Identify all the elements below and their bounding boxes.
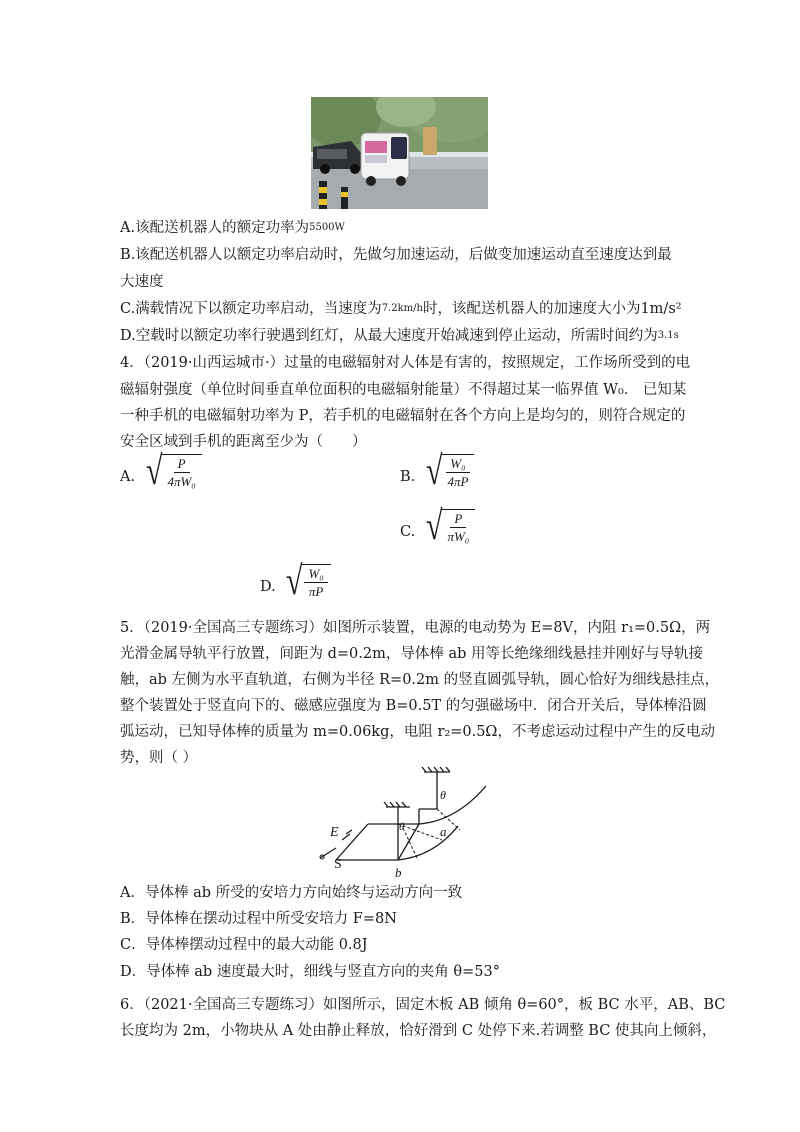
q4-option-d-label[interactable]: D. <box>260 579 276 595</box>
option-value: 5500W <box>309 222 345 233</box>
q4-option-d-formula[interactable] <box>286 559 331 604</box>
sqrt-symbol: √ <box>286 559 303 604</box>
q3-option-b-cont <box>120 272 690 292</box>
denominator: πW₀ <box>447 529 470 544</box>
denominator: πP <box>308 584 324 599</box>
option-label: C. <box>120 301 136 317</box>
label-E: E <box>330 825 339 840</box>
label-a: a <box>440 824 447 839</box>
q5-option-a[interactable]: A．导体棒 ab 所受的安培力方向始终与运动方向一致 <box>120 885 463 901</box>
q5-stem-line: 势，则（ ） <box>120 750 198 766</box>
label-theta-top: θ <box>440 788 446 802</box>
option-text: 满载情况下以额定功率启动，当速度为 <box>135 301 382 317</box>
q5-stem-line: 整个装置处于竖直向下的、磁感应强度为 B=0.5T 的匀强磁场中．闭合开关后，导体棒沿圆 <box>120 698 707 714</box>
option-label: D. <box>120 328 136 344</box>
delivery-robot-photo <box>311 97 488 209</box>
sqrt-symbol: √ <box>426 449 443 494</box>
option-text: 该配送机器人的额定功率为 <box>135 220 310 236</box>
option-text: 该配送机器人以额定功率启动时，先做匀加速运动，后做变加速运动直至速度达到最 <box>135 247 672 263</box>
q4-option-b-label[interactable]: B． <box>400 469 426 485</box>
option-text: 时，该配送机器人的加速度大小为 <box>422 301 641 317</box>
q4-option-b-formula[interactable] <box>426 449 474 494</box>
q6-stem-line: 6．（2021·全国高三专题练习）如图所示，固定木板 AB 倾角 θ=60°，板 BC 水平，AB、BC <box>120 997 726 1013</box>
label-S: S <box>334 857 342 872</box>
option-label: B. <box>120 247 136 263</box>
q4-option-a-label[interactable]: A. <box>120 469 136 485</box>
q4-stem-line: 安全区域到手机的距离至少为（ ） <box>120 434 367 450</box>
q3-option-c[interactable] <box>120 299 690 319</box>
numerator: W₀ <box>446 455 469 473</box>
q4-stem-line: 一种手机的电磁辐射功率为 P，若手机的电磁辐射在各个方向上是均匀的，则符合规定的 <box>120 408 686 424</box>
q3-option-d[interactable] <box>120 326 690 346</box>
option-text: 大速度 <box>120 274 164 290</box>
fraction <box>441 454 474 490</box>
q5-option-b[interactable]: B．导体棒在摆动过程中所受安培力 F=8N <box>120 911 397 927</box>
q3-option-a[interactable] <box>120 218 690 238</box>
q6-stem-line: 长度均为 2m，小物块从 A 处由静止释放，恰好滑到 C 处停下来.若调整 BC 使其向上倾斜， <box>120 1023 717 1039</box>
q4-option-c-formula[interactable] <box>426 504 475 549</box>
denominator: 4πP <box>447 474 469 489</box>
sqrt-symbol: √ <box>426 504 443 549</box>
label-theta-mid: θ <box>399 821 405 833</box>
q3-option-b[interactable] <box>120 245 690 265</box>
q5-rail-diagram <box>306 766 496 881</box>
fraction <box>161 454 201 490</box>
label-b: b <box>395 865 402 880</box>
q4-option-c-label[interactable]: C. <box>400 524 416 540</box>
numerator: W₀ <box>304 565 327 583</box>
option-label: A. <box>120 220 136 236</box>
q5-stem-line: 弧运动，已知导体棒的质量为 m=0.06kg，电阻 r₂=0.5Ω，不考虑运动过程中产生的反电动 <box>120 724 715 740</box>
fraction <box>301 564 330 600</box>
q4-stem-line: 4．（2019·山西运城市·）过量的电磁辐射对人体是有害的，按照规定，工作场所受到的电 <box>120 355 691 371</box>
sqrt-symbol: √ <box>146 449 163 494</box>
numerator: P <box>174 455 190 473</box>
q4-stem-line: 磁辐射强度（单位时间垂直单位面积的电磁辐射能量）不得超过某一临界值 W₀． 已知某 <box>120 382 687 398</box>
q5-stem-line: 触，ab 左侧为水平直轨道，右侧为半径 R=0.2m 的竖直圆弧导轨，圆心恰好为细线悬挂点， <box>120 672 720 688</box>
q5-option-d[interactable]: D．导体棒 ab 速度最大时，细线与竖直方向的夹角 θ=53° <box>120 964 500 980</box>
fraction <box>441 509 475 545</box>
option-value: 3.1s <box>657 330 679 341</box>
q5-stem-line: 5．（2019·全国高三专题练习）如图所示装置，电源的电动势为 E=8V，内阻 r₁=0.5Ω，两 <box>120 620 711 636</box>
q5-stem-line: 光滑金属导轨平行放置，间距为 d=0.2m，导体棒 ab 用等长绝缘细线悬挂并刚好与导轨接 <box>120 646 703 662</box>
q5-option-c[interactable]: C．导体棒摆动过程中的最大动能 0.8J <box>120 937 368 953</box>
option-value: 1m/s² <box>640 301 682 317</box>
numerator: P <box>450 510 466 528</box>
q4-option-a-formula[interactable] <box>146 449 202 494</box>
denominator: 4πW₀ <box>167 474 196 489</box>
option-text: 空载时以额定功率行驶遇到红灯，从最大速度开始减速到停止运动，所需时间约为 <box>135 328 658 344</box>
option-value: 7.2km/h <box>381 303 423 314</box>
